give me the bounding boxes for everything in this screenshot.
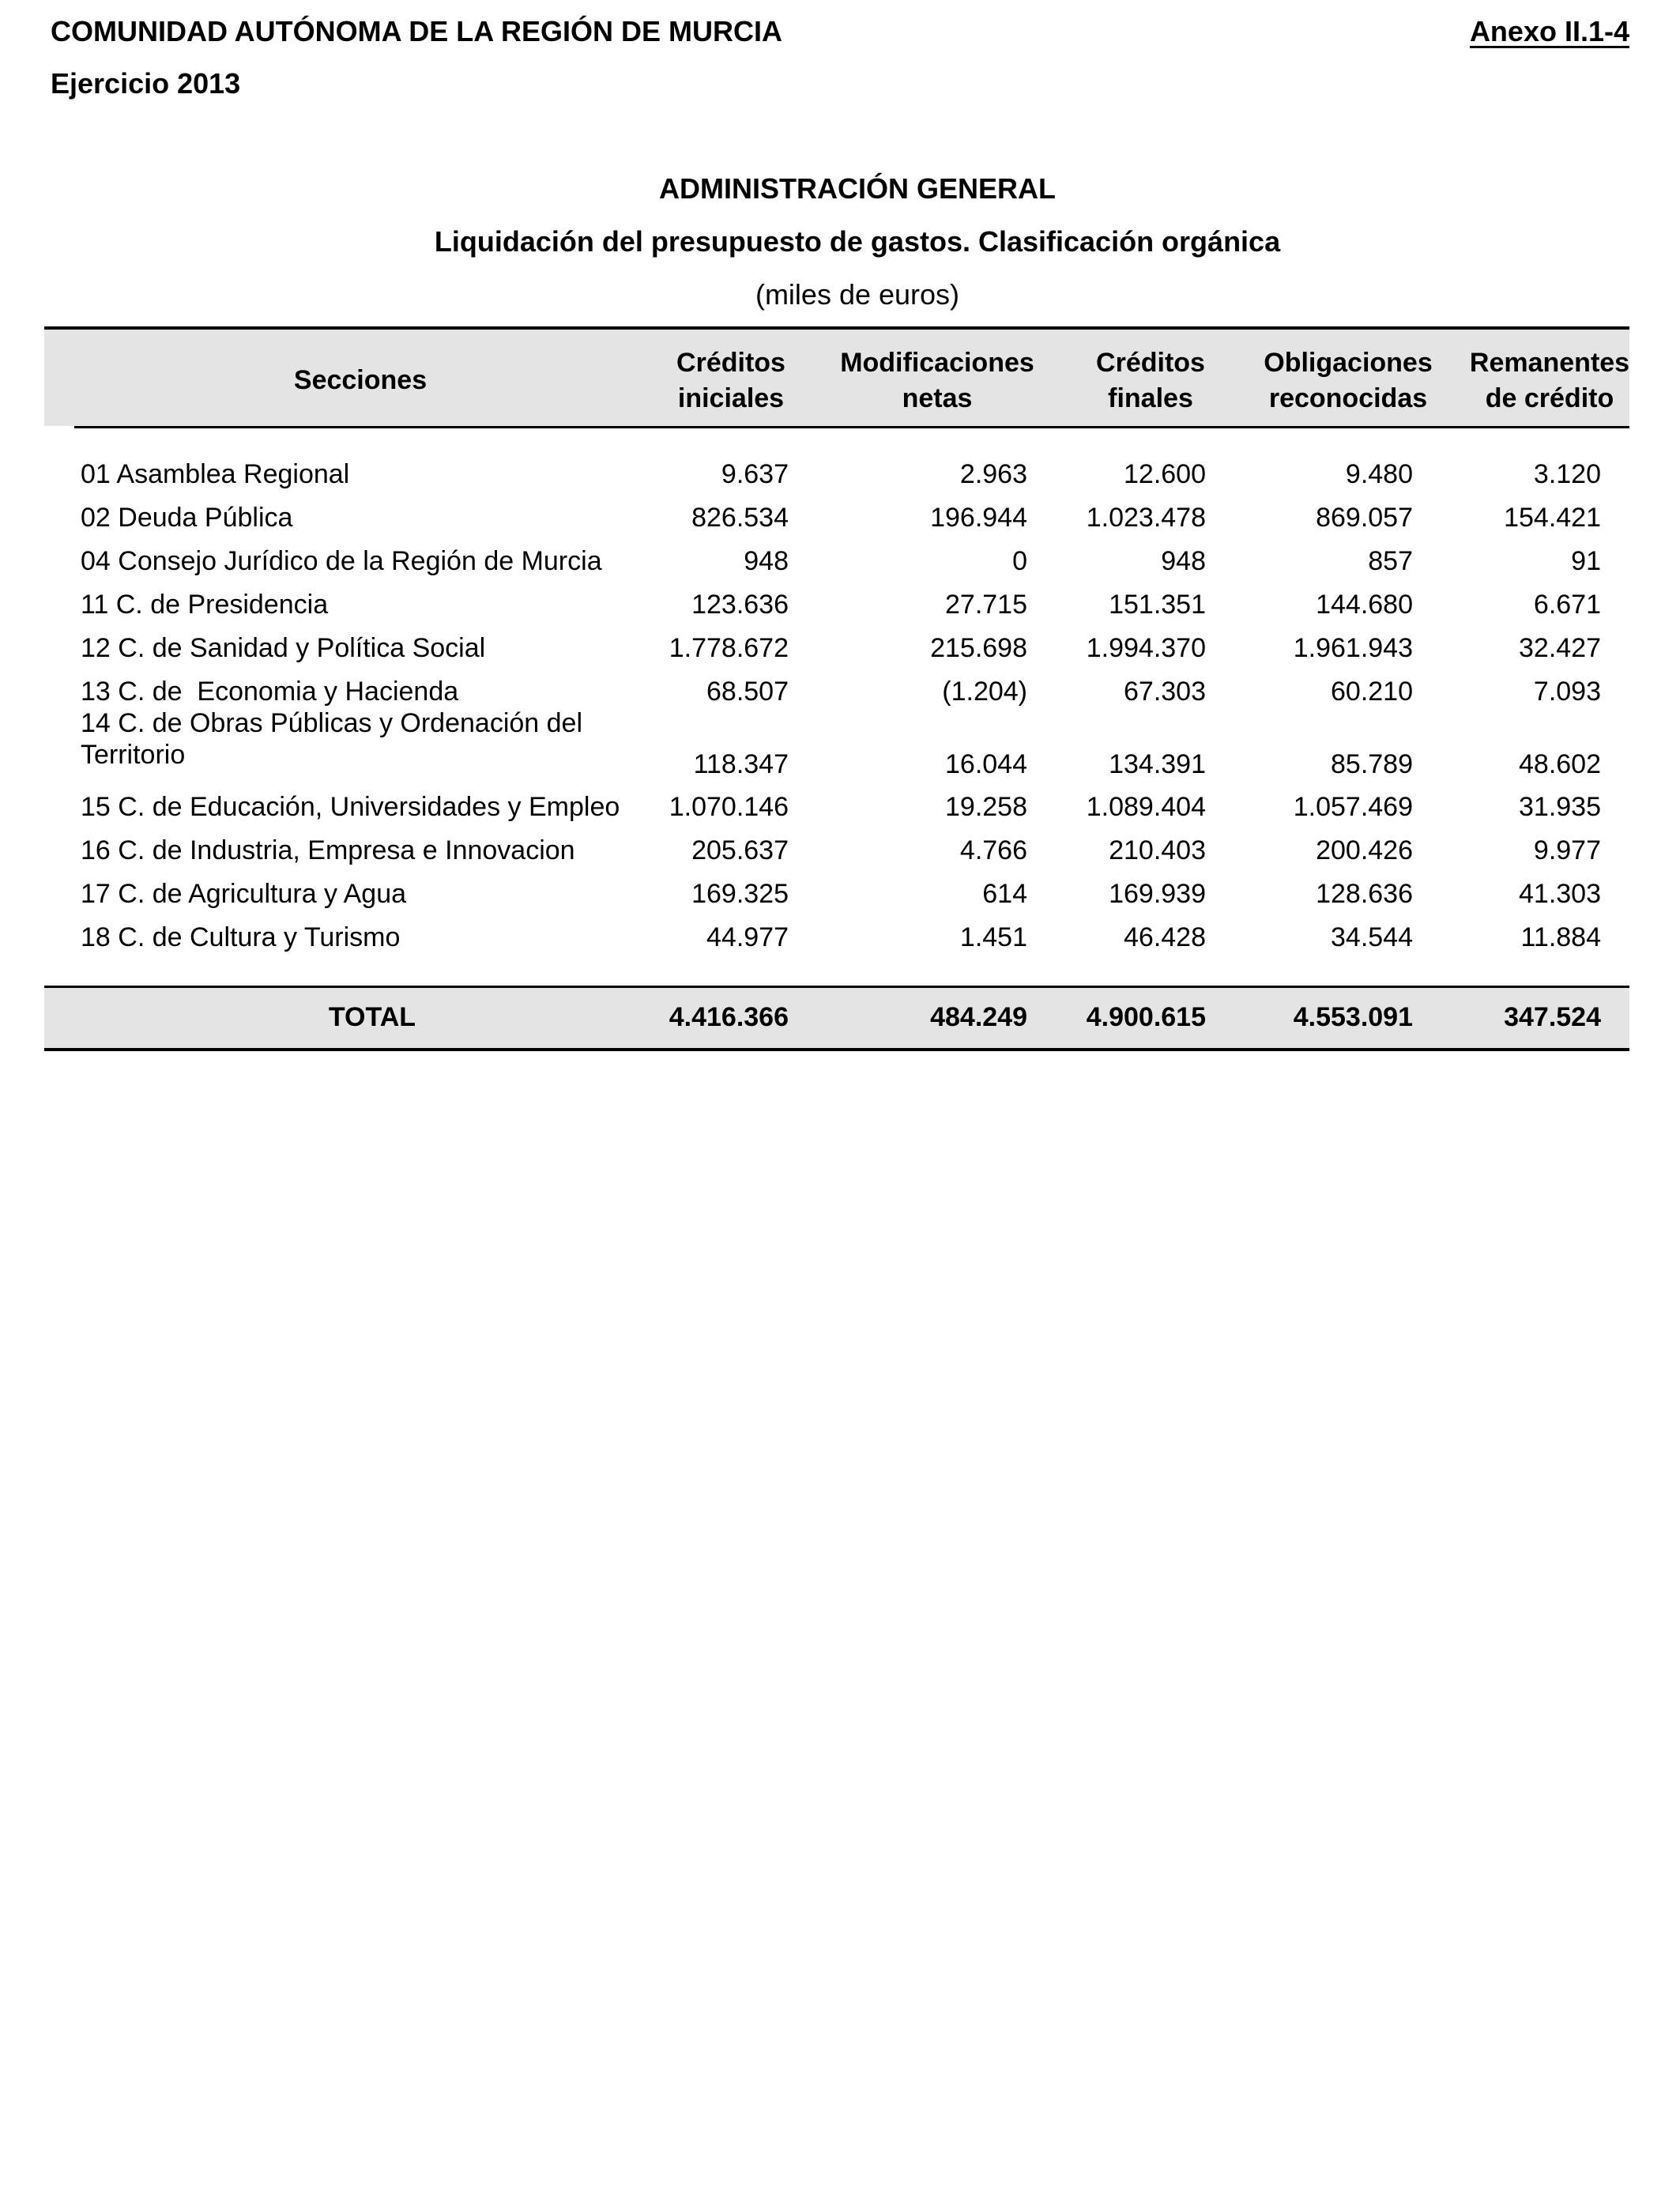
row-seccion-line: Territorio — [81, 740, 186, 770]
column-header-secciones: Secciones — [293, 365, 428, 395]
cell-remanentes: 31.935 — [1519, 792, 1601, 822]
cell-creditos-finales: 1.023.478 — [1086, 503, 1206, 533]
cell-remanentes: 6.671 — [1533, 590, 1601, 620]
cell-creditos-finales: 948 — [1161, 546, 1206, 576]
table-row — [44, 916, 1629, 959]
cell-remanentes: 7.093 — [1533, 677, 1601, 707]
units-note: (miles de euros) — [755, 278, 960, 311]
cell-remanentes: 91 — [1571, 546, 1601, 576]
table-body — [44, 426, 1629, 959]
report-subtitle: Liquidación del presupuesto de gastos. Clasificación orgánica — [434, 225, 1281, 258]
cell-modificaciones-netas: 196.944 — [930, 503, 1027, 533]
row-seccion: 13 C. de Economia y Hacienda — [81, 677, 459, 707]
cell-obligaciones-reconocidas: 9.480 — [1345, 459, 1413, 489]
cell-creditos-finales: 12.600 — [1124, 459, 1206, 489]
cell-creditos-iniciales: 68.507 — [706, 677, 789, 707]
cell-obligaciones-reconocidas: 1.961.943 — [1293, 633, 1413, 663]
column-header-line: Remanentes — [1469, 348, 1630, 378]
row-seccion: 04 Consejo Jurídico de la Región de Murcia — [81, 546, 602, 576]
cell-creditos-iniciales: 205.637 — [691, 835, 789, 865]
cell-creditos-iniciales: 9.637 — [721, 459, 789, 489]
cell-remanentes: 3.120 — [1533, 459, 1601, 489]
row-seccion: 16 C. de Industria, Empresa e Innovacion — [81, 835, 575, 865]
cell-creditos-iniciales: 948 — [744, 546, 789, 576]
annex-label: Anexo II.1-4 — [1469, 15, 1629, 47]
cell-creditos-iniciales: 118.347 — [693, 749, 789, 779]
cell-modificaciones-netas: 215.698 — [930, 633, 1027, 663]
cell-obligaciones-reconocidas: 857 — [1368, 546, 1413, 576]
column-header-line: netas — [902, 383, 973, 413]
total-modificaciones-netas: 484.249 — [930, 1002, 1027, 1032]
column-header-line: Modificaciones — [840, 348, 1034, 378]
cell-creditos-iniciales: 826.534 — [691, 503, 789, 533]
table-row — [44, 627, 1629, 670]
cell-modificaciones-netas: 2.963 — [959, 459, 1027, 489]
cell-creditos-finales: 1.089.404 — [1086, 792, 1206, 822]
table-row — [44, 540, 1629, 583]
row-seccion: 01 Asamblea Regional — [81, 459, 350, 489]
cell-creditos-finales: 134.391 — [1109, 749, 1206, 779]
cell-creditos-finales: 151.351 — [1109, 590, 1206, 620]
cell-obligaciones-reconocidas: 34.544 — [1331, 922, 1413, 952]
cell-remanentes: 154.421 — [1504, 503, 1601, 533]
cell-modificaciones-netas: 19.258 — [945, 792, 1027, 822]
row-seccion: 17 C. de Agricultura y Agua — [81, 879, 407, 909]
cell-creditos-iniciales: 44.977 — [706, 922, 789, 952]
cell-creditos-finales: 46.428 — [1124, 922, 1206, 952]
row-seccion: 15 C. de Educación, Universidades y Empleo — [81, 792, 620, 822]
total-obligaciones-reconocidas: 4.553.091 — [1293, 1002, 1413, 1032]
cell-remanentes: 11.884 — [1520, 922, 1601, 952]
row-seccion-line: 14 C. de Obras Públicas y Ordenación del — [81, 708, 583, 738]
cell-creditos-finales: 67.303 — [1124, 677, 1206, 707]
cell-creditos-iniciales: 169.325 — [691, 879, 789, 909]
cell-obligaciones-reconocidas: 60.210 — [1331, 677, 1413, 707]
column-header-creditos-finales — [1072, 345, 1230, 417]
column-header-line: reconocidas — [1268, 383, 1428, 413]
fiscal-year: Ejercicio 2013 — [51, 67, 241, 100]
cell-creditos-finales: 1.994.370 — [1086, 633, 1206, 663]
column-header-line: Créditos — [676, 348, 785, 378]
budget-table — [44, 326, 1629, 1051]
cell-remanentes: 48.602 — [1519, 749, 1601, 779]
report-title: ADMINISTRACIÓN GENERAL — [659, 172, 1056, 205]
table-header — [44, 326, 1629, 426]
cell-obligaciones-reconocidas: 869.057 — [1316, 503, 1413, 533]
row-seccion: 12 C. de Sanidad y Política Social — [81, 633, 486, 663]
cell-obligaciones-reconocidas: 85.789 — [1331, 749, 1413, 779]
column-header-line: finales — [1108, 383, 1193, 413]
row-seccion — [81, 707, 681, 771]
cell-obligaciones-reconocidas: 1.057.469 — [1293, 792, 1413, 822]
cell-obligaciones-reconocidas: 128.636 — [1316, 879, 1413, 909]
total-creditos-iniciales: 4.416.366 — [669, 1002, 789, 1032]
column-header-line: iniciales — [677, 383, 785, 413]
cell-remanentes: 9.977 — [1533, 835, 1601, 865]
column-header-line: de crédito — [1485, 383, 1614, 413]
cell-obligaciones-reconocidas: 200.426 — [1316, 835, 1413, 865]
row-seccion: 11 C. de Presidencia — [81, 590, 329, 620]
cell-creditos-iniciales: 1.778.672 — [669, 633, 789, 663]
table-row — [44, 496, 1629, 540]
cell-creditos-iniciales: 123.636 — [691, 590, 789, 620]
cell-modificaciones-netas: 4.766 — [959, 835, 1027, 865]
column-header-line: Obligaciones — [1264, 348, 1433, 378]
table-row — [44, 829, 1629, 873]
total-row — [44, 986, 1629, 1051]
cell-modificaciones-netas: 16.044 — [945, 749, 1027, 779]
column-header-creditos-iniciales — [664, 345, 798, 417]
cell-modificaciones-netas: 27.715 — [945, 590, 1027, 620]
total-label: TOTAL — [328, 1002, 416, 1032]
cell-remanentes: 32.427 — [1519, 633, 1601, 663]
row-seccion: 18 C. de Cultura y Turismo — [81, 922, 401, 952]
column-header-modificaciones-netas — [819, 345, 1056, 417]
column-header-remanentes-de-credito — [1439, 345, 1660, 417]
column-header-obligaciones-reconocidas — [1230, 345, 1467, 417]
organization-title: COMUNIDAD AUTÓNOMA DE LA REGIÓN DE MURCIA — [51, 15, 782, 47]
table-row — [44, 786, 1629, 829]
cell-creditos-finales: 210.403 — [1109, 835, 1206, 865]
table-row — [44, 873, 1629, 916]
total-creditos-finales: 4.900.615 — [1086, 1002, 1206, 1032]
table-row — [44, 583, 1629, 627]
cell-creditos-finales: 169.939 — [1109, 879, 1206, 909]
column-header-line: Créditos — [1096, 348, 1205, 378]
table-row — [44, 703, 1629, 789]
row-seccion: 02 Deuda Pública — [81, 503, 293, 533]
cell-obligaciones-reconocidas: 144.680 — [1316, 590, 1413, 620]
cell-modificaciones-netas: 1.451 — [959, 922, 1027, 952]
cell-modificaciones-netas: 0 — [1012, 546, 1027, 576]
cell-modificaciones-netas: 614 — [982, 879, 1027, 909]
table-row — [44, 453, 1629, 496]
total-remanentes: 347.524 — [1504, 1002, 1601, 1032]
cell-remanentes: 41.303 — [1519, 879, 1601, 909]
cell-modificaciones-netas: (1.204) — [942, 677, 1027, 707]
cell-creditos-iniciales: 1.070.146 — [669, 792, 789, 822]
